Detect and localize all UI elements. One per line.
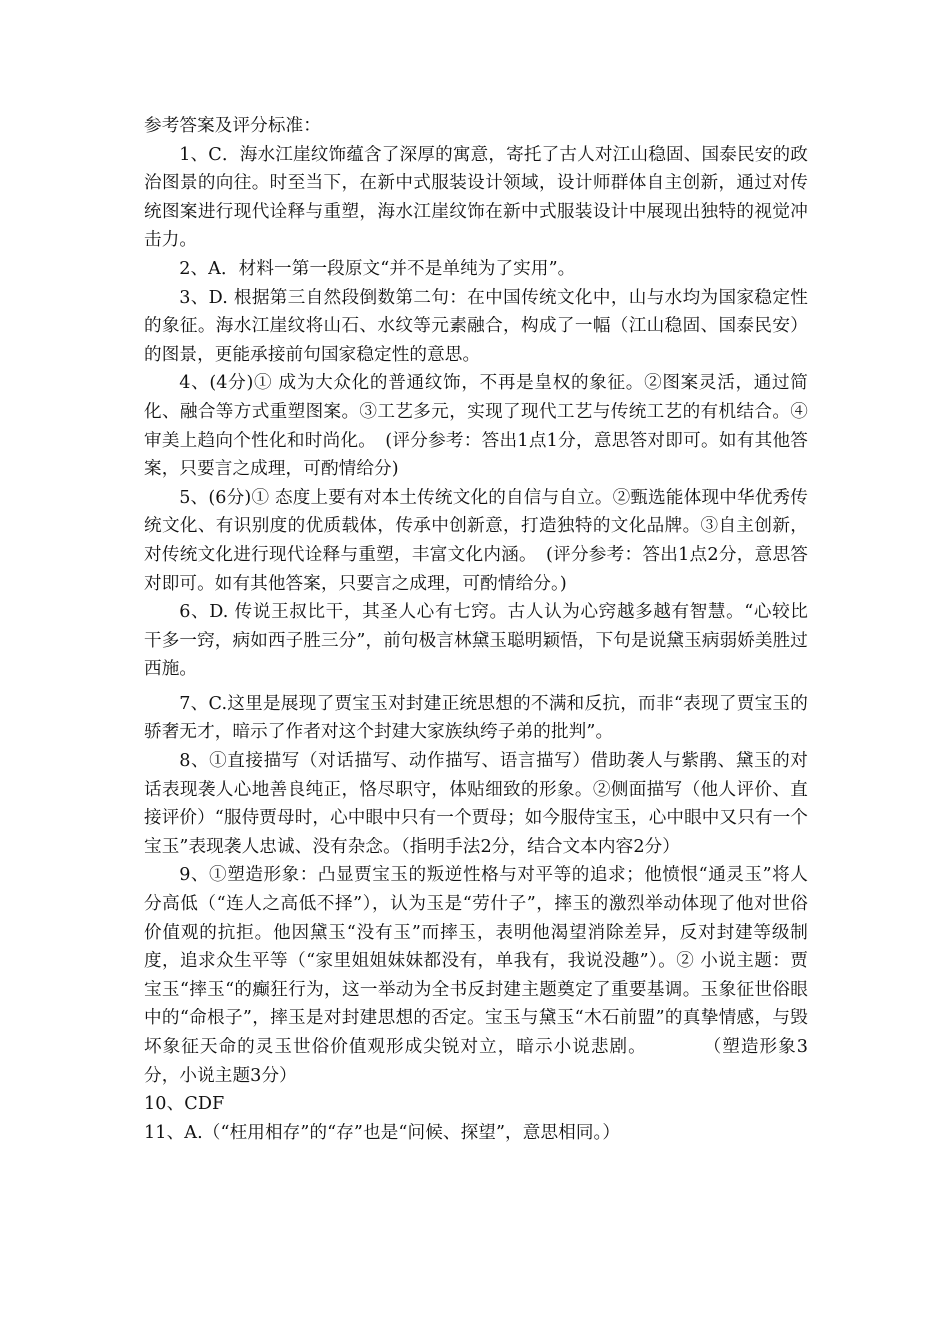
answer-9: 9、①塑造形象：凸显贾宝玉的叛逆性格与对平等的追求；他愤恨“通灵玉”将人分高低（“连人之高低不择”），认为玉是“劳什子”，摔玉的激烈举动体现了他对世俗价值观的抗拒。他因黛玉“没有玉”而摔玉，表明他渴望消除差异，反对封建等级制度，追求众生平等（“家里姐姐妹妹都没有，单我有，我说没趣”）。② 小说主题：贾宝玉“摔玉“的癫狂行为，这一举动为全书反封建主题奠定了重要基调。玉象征世俗眼中的“命根子”，摔玉是对封建思想的否定。宝玉与黛玉“木石前盟”的真挚情感，与毁坏象征天命的灵玉世俗价值观形成尖锐对立，暗示小说悲剧。 （塑造形象3分，小说主题3分）: [144, 865, 808, 1086]
answer-3: 3、D. 根据第三自然段倒数第二句：在中国传统文化中，山与水均为国家稳定性的象征。海水江崖纹将山石、水纹等元素融合，构成了一幅（江山稳固、国泰民安）的图景，更能承接前句国家稳定性的意思。: [144, 287, 808, 365]
answer-7: 7、C.这里是展现了贾宝玉对封建正统思想的不满和反抗，而非“表现了贾宝玉的骄奢无才，暗示了作者对这个封建大家族纨绔子弟的批判”。: [144, 693, 808, 743]
answer-8: 8、①直接描写（对话描写、动作描写、语言描写）借助袭人与紫鹃、黛玉的对话表现袭人心地善良纯正，恪尽职守，体贴细致的形象。②侧面描写（他人评价、直接评价）“服侍贾母时，心中眼中只有一个贾母；如今服侍宝玉，心中眼中又只有一个宝玉”表现袭人忠诚、没有杂念。（指明手法2分，结合文本内容2分）: [144, 751, 808, 857]
answer-5: 5、(6分)① 态度上要有对本土传统文化的自信与自立。②甄选能体现中华优秀传统文化、有识别度的优质载体，传承中创新意，打造独特的文化品牌。③自主创新，对传统文化进行现代诠释与重塑，丰富文化内涵。 (评分参考：答出1点2分，意思答对即可。如有其他答案，只要言之成理，可酌情给分。): [144, 487, 808, 594]
answer-key-page: [144, 112, 808, 1147]
answer-2: 2、A．材料一第一段原文“并不是单纯为了实用”。: [179, 258, 576, 279]
answer-6: 6、D. 传说王叔比干，其圣人心有七窍。古人认为心窍越多越有智慧。“心较比干多一窍，病如西子胜三分”，前句极言林黛玉聪明颖悟，下句是说黛玉病弱娇美胜过西施。: [144, 602, 808, 680]
answer-1: 1、C．海水江崖纹饰蕴含了深厚的寓意，寄托了古人对江山稳固、国泰民安的政治图景的向往。时至当下，在新中式服装设计领域，设计师群体自主创新，通过对传统图案进行现代诠释与重塑，海水江崖纹饰在新中式服装设计中展现出独特的视觉冲击力。: [144, 144, 808, 251]
answer-11: 11、A.（“枉用相存”的“存”也是“问候、探望”，意思相同。）: [144, 1122, 621, 1143]
answer-10: 10、CDF: [144, 1094, 225, 1115]
page-heading: 参考答案及评分标准：: [144, 116, 321, 136]
answer-4: 4、(4分)① 成为大众化的普通纹饰，不再是皇权的象征。②图案灵活，通过简化、融合等方式重塑图案。③工艺多元，实现了现代工艺与传统工艺的有机结合。④审美上趋向个性化和时尚化。 (评分参考：答出1点1分，意思答对即可。如有其他答案，只要言之成理，可酌情给分): [144, 373, 808, 480]
